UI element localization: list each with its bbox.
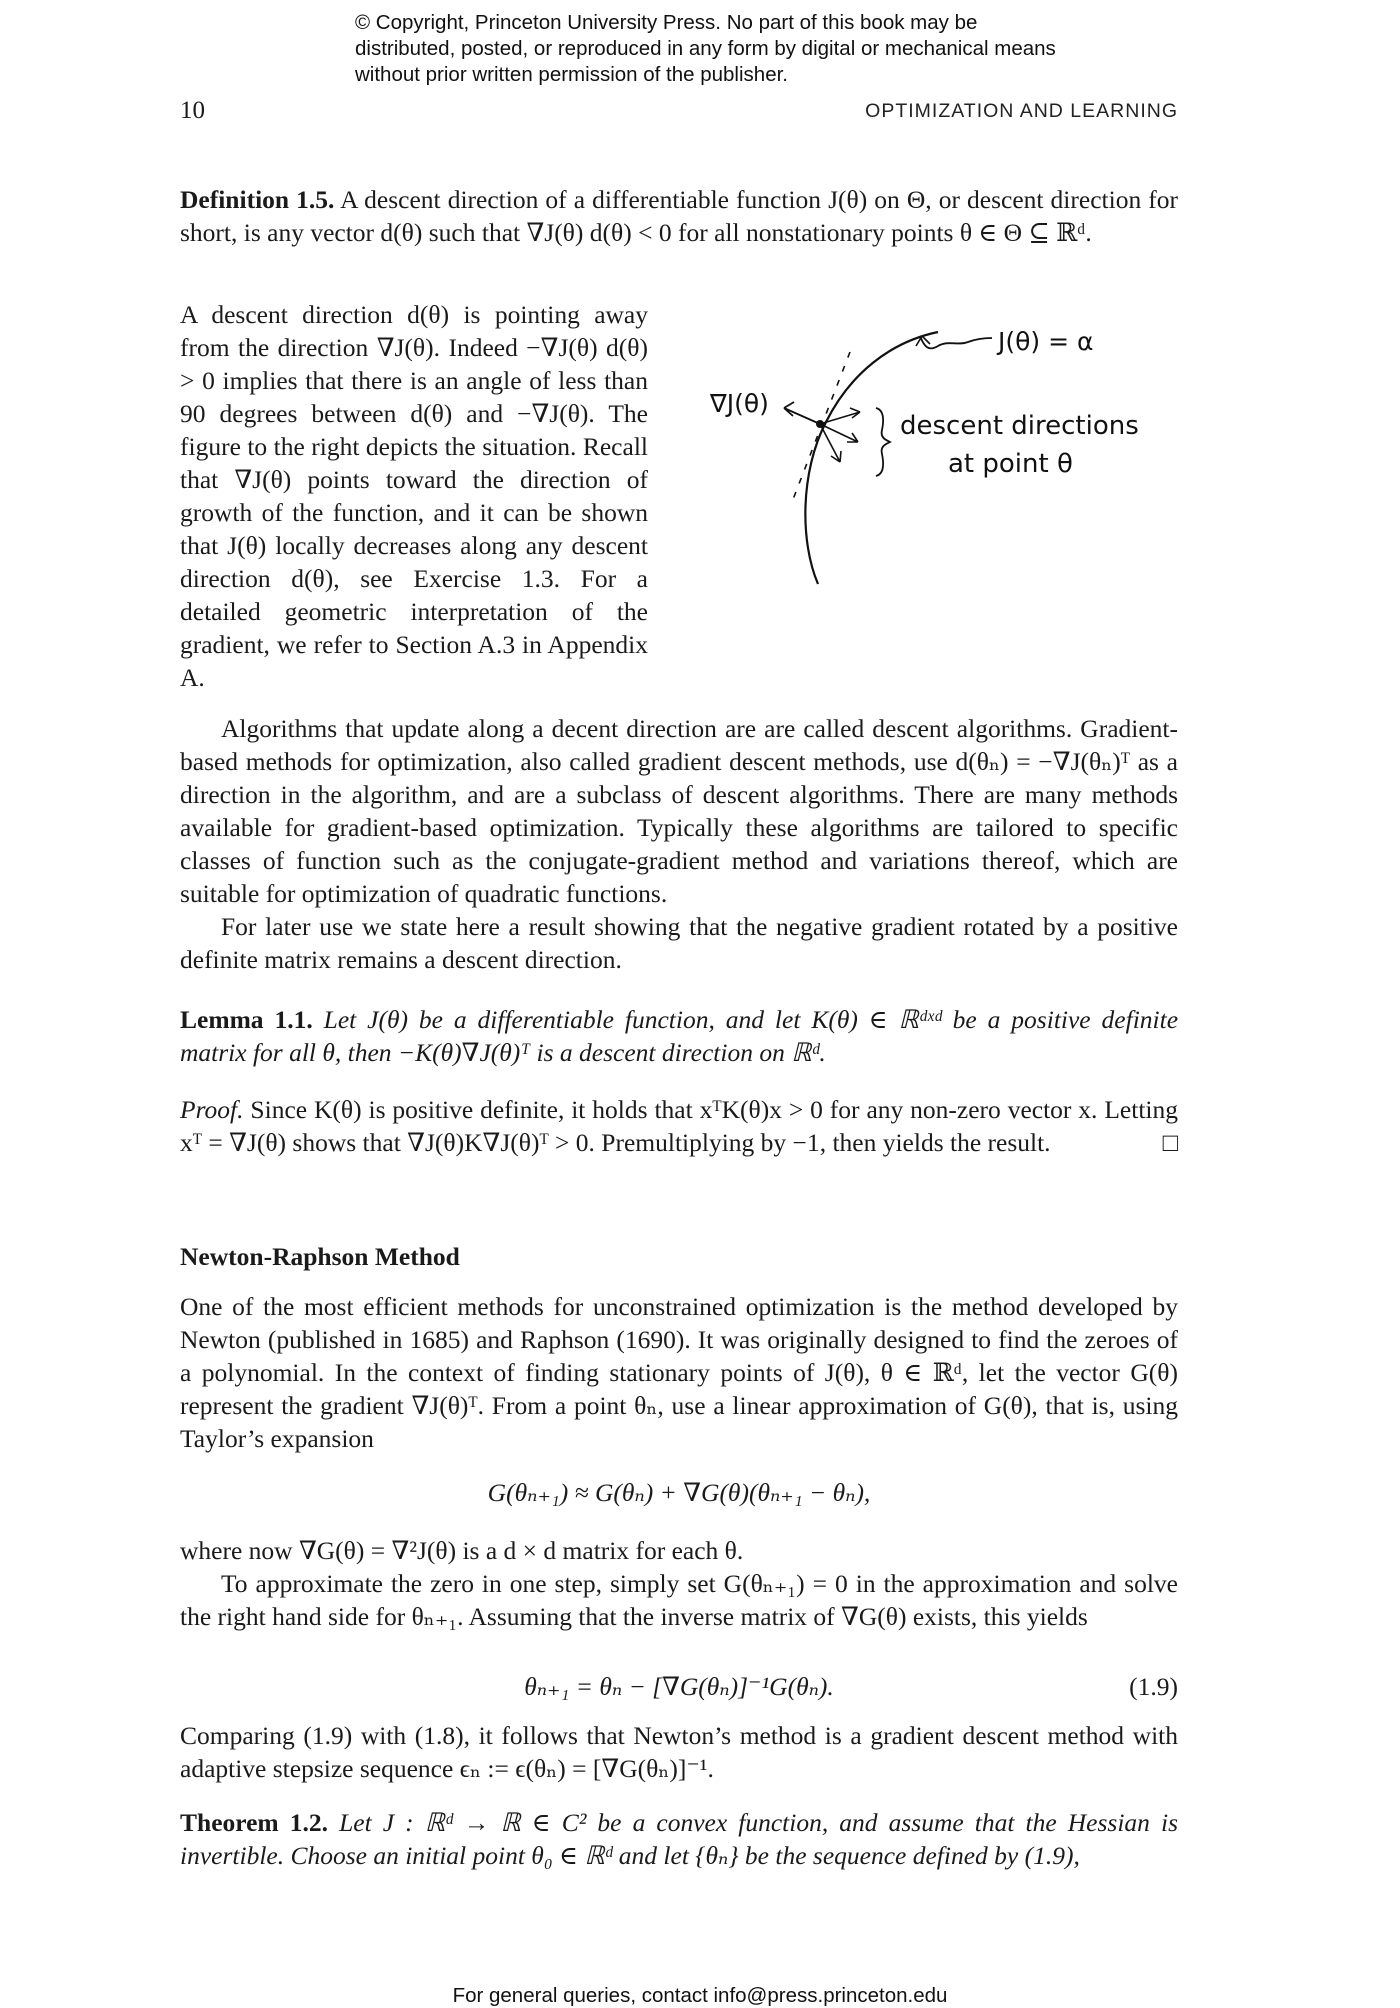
equation-number: (1.9) <box>1129 1672 1178 1701</box>
level-curve <box>805 332 938 584</box>
where-block <box>180 1534 1178 1633</box>
footer-contact: For general queries, contact info@press.princeton.edu <box>452 1984 948 2007</box>
copyright-notice: © Copyright, Princeton University Press. No part of this book may be distributed, posted, or reproduced in any form by digital or mechanical means without prior written permission of the publisher. <box>355 11 1056 86</box>
newton-equation: θₙ₊₁ = θₙ − [∇G(θₙ)]⁻¹G(θₙ). <box>524 1672 834 1701</box>
comparing-block <box>180 1719 1178 1785</box>
lemma-text: Let J(θ) be a differentiable function, and let K(θ) ∈ ℝᵈˣᵈ be a positive definite matrix for all θ, then −K(θ)∇J(θ)ᵀ is a descent direction on ℝᵈ. <box>180 1005 1179 1067</box>
comparing-paragraph: Comparing (1.9) with (1.8), it follows that Newton’s method is a gradient descent method with adaptive stepsize sequence ϵₙ := ϵ(θₙ) = [∇G(θₙ)]⁻¹. <box>180 1721 1178 1783</box>
newton-block <box>180 1290 1178 1455</box>
gradient-label: ∇J(θ) <box>710 389 769 418</box>
taylor-equation: G(θₙ₊₁) ≈ G(θₙ) + ∇G(θ)(θₙ₊₁ − θₙ), <box>487 1478 871 1507</box>
descent-arrow-2 <box>820 424 858 442</box>
newton-paragraph: One of the most efficient methods for unconstrained optimization is the method developed by Newton (published in 1685) and Raphson (1690). It was originally designed to find the zeroes of a polynomial. In the context of finding stationary points of J(θ), θ ∈ ℝᵈ, let the vector G(θ) represent the gradient ∇J(θ)ᵀ. From a point θₙ, use a linear approximation of G(θ), that is, using Taylor’s expansion <box>180 1292 1178 1453</box>
running-head: OPTIMIZATION AND LEARNING <box>865 100 1178 122</box>
descent-paragraph-block <box>180 298 648 694</box>
section-title: Newton-Raphson Method <box>180 1242 460 1271</box>
definition-head: Definition 1.5. <box>180 185 335 214</box>
page-number: 10 <box>180 97 205 124</box>
algorithms-paragraph: Algorithms that update along a decent direction are are called descent algorithms. Gradient-based methods for optimization, also called gradient descent methods, use d(θₙ) = −∇J(θₙ)ᵀ as a direction in the algorithm, and are a subclass of descent algorithms. There are many methods available for gradient-based optimization. Typically these algorithms are tailored to specific classes of function such as the conjugate-gradient method and variations thereof, which are suitable for optimization of quadratic functions. <box>180 714 1178 908</box>
lemma-block <box>180 1003 1178 1069</box>
descent-arrow-1 <box>820 408 860 424</box>
level-label-pointer <box>920 336 992 348</box>
proof-head: Proof. <box>180 1095 244 1124</box>
proof-text: Since K(θ) is positive definite, it holds that xᵀK(θ)x > 0 for any non-zero vector x. Letting xᵀ = ∇J(θ) shows that ∇J(θ)K∇J(θ)ᵀ > 0. Premultiplying by −1, then yields the result. <box>180 1095 1178 1157</box>
level-label: J(θ) = α <box>998 327 1094 356</box>
definition-block <box>180 183 1178 249</box>
taylor-equation-block <box>180 1476 1178 1509</box>
definition-text: A descent direction of a differentiable function J(θ) on Θ, or descent direction for short, is any vector d(θ) such that ∇J(θ) d(θ) < 0 for all nonstationary points θ ∈ Θ ⊆ ℝᵈ. <box>180 185 1178 247</box>
gradient-arrow <box>784 402 820 424</box>
section-heading-block <box>180 1240 1178 1273</box>
brace <box>876 408 890 476</box>
descent-label-2: at point θ <box>948 449 1073 479</box>
descent-directions-figure <box>700 312 1160 602</box>
theorem-block <box>180 1806 1178 1872</box>
lemma-head: Lemma 1.1. <box>180 1005 313 1034</box>
newton-equation-block <box>180 1670 1178 1703</box>
descent-paragraph: A descent direction d(θ) is pointing away from the direction ∇J(θ). Indeed −∇J(θ) d(θ) > 0 implies that there is an angle of less than 90 degrees between d(θ) and −∇J(θ). The figure to the right depicts the situation. Recall that ∇J(θ) points toward the direction of growth of the function, and it can be shown that J(θ) locally decreases along any descent direction d(θ), see Exercise 1.3. For a detailed geometric interpretation of the gradient, we refer to Section A.3 in Appendix A. <box>180 300 648 692</box>
theorem-text: Let J : ℝᵈ → ℝ ∈ C² be a convex function, and assume that the Hessian is invertible. Choose an initial point θ₀ ∈ ℝᵈ and let {θₙ} be the sequence defined by (1.9), <box>180 1808 1178 1870</box>
where-line: where now ∇G(θ) = ∇²J(θ) is a d × d matrix for each θ. <box>180 1536 744 1565</box>
descent-label-1: descent directions <box>900 411 1139 441</box>
algorithms-block <box>180 712 1178 976</box>
proof-block <box>180 1093 1178 1159</box>
later-use-paragraph: For later use we state here a result showing that the negative gradient rotated by a positive definite matrix remains a descent direction. <box>180 912 1178 974</box>
approx-paragraph: To approximate the zero in one step, simply set G(θₙ₊₁) = 0 in the approximation and solve the right hand side for θₙ₊₁. Assuming that the inverse matrix of ∇G(θ) exists, this yields <box>180 1569 1178 1631</box>
theorem-head: Theorem 1.2. <box>180 1808 329 1837</box>
qed-symbol: □ <box>1162 1128 1178 1157</box>
